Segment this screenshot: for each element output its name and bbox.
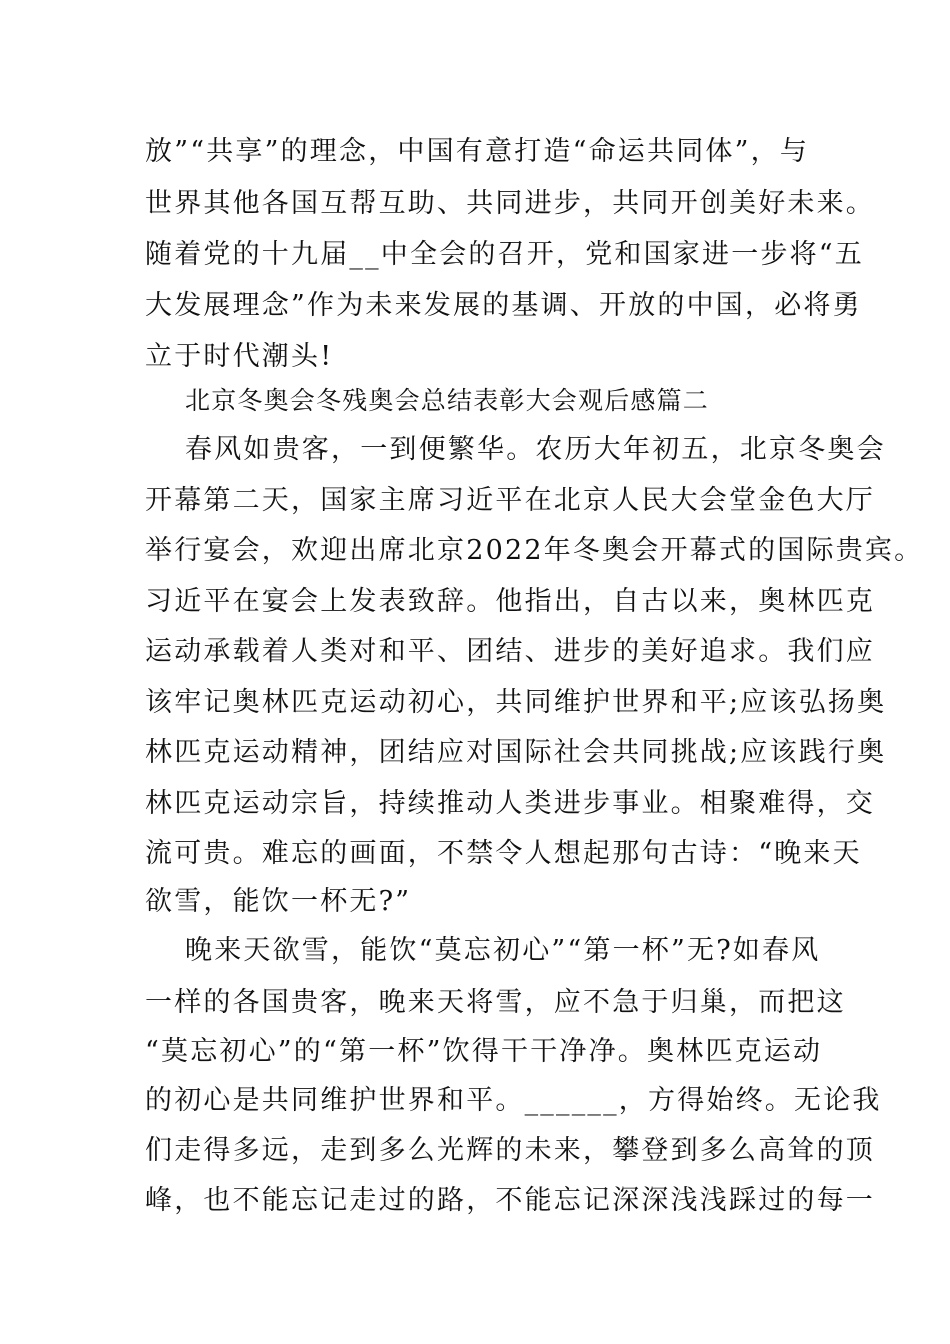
paragraph-line: 开幕第二天，国家主席习近平在北京人民大会堂金色大厅 <box>145 485 875 516</box>
paragraph-line: 林匹克运动宗旨，持续推动人类进步事业。相聚难得，交 <box>145 788 875 819</box>
paragraph-line: 世界其他各国互帮互助、共同进步，共同开创美好未来。 <box>145 188 875 219</box>
paragraph-line: 立于时代潮头! <box>145 341 334 372</box>
paragraph-line: 欲雪，能饮一杯无?” <box>145 886 412 917</box>
paragraph-line: 放”“共享”的理念，中国有意打造“命运共同体”，与 <box>145 136 810 167</box>
paragraph-line: 春风如贵客，一到便繁华。农历大年初五，北京冬奥会 <box>185 434 886 465</box>
paragraph-line: 习近平在宴会上发表致辞。他指出，自古以来，奥林匹克 <box>145 586 875 617</box>
section-heading: 北京冬奥会冬残奥会总结表彰大会观后感篇二 <box>185 386 710 415</box>
paragraph-line: 一样的各国贵客，晚来天将雪，应不急于归巢，而把这 <box>145 987 846 1018</box>
paragraph-line: 随着党的十九届__中全会的召开，党和国家进一步将“五 <box>145 239 865 270</box>
paragraph-line: 该牢记奥林匹克运动初心，共同维护世界和平;应该弘扬奥 <box>145 687 887 718</box>
paragraph-line: 大发展理念”作为未来发展的基调、开放的中国，必将勇 <box>145 290 862 321</box>
paragraph-line: 运动承载着人类对和平、团结、进步的美好追求。我们应 <box>145 636 875 667</box>
paragraph-line: 举行宴会，欢迎出席北京2022年冬奥会开幕式的国际贵宾。 <box>145 535 924 566</box>
paragraph-line: 流可贵。难忘的画面，不禁令人想起那句古诗：“晚来天 <box>145 838 862 869</box>
paragraph-line: 的初心是共同维护世界和平。______，方得始终。无论我 <box>145 1085 882 1116</box>
paragraph-line: “莫忘初心”的“第一杯”饮得干干净净。奥林匹克运动 <box>145 1036 823 1067</box>
paragraph-line: 林匹克运动精神，团结应对国际社会共同挑战;应该践行奥 <box>145 737 887 768</box>
paragraph-line: 们走得多远，走到多么光辉的未来，攀登到多么高耸的顶 <box>145 1135 875 1166</box>
paragraph-line: 晚来天欲雪，能饮“莫忘初心”“第一杯”无?如春风 <box>185 935 821 966</box>
paragraph-line: 峰，也不能忘记走过的路，不能忘记深深浅浅踩过的每一 <box>145 1185 875 1216</box>
